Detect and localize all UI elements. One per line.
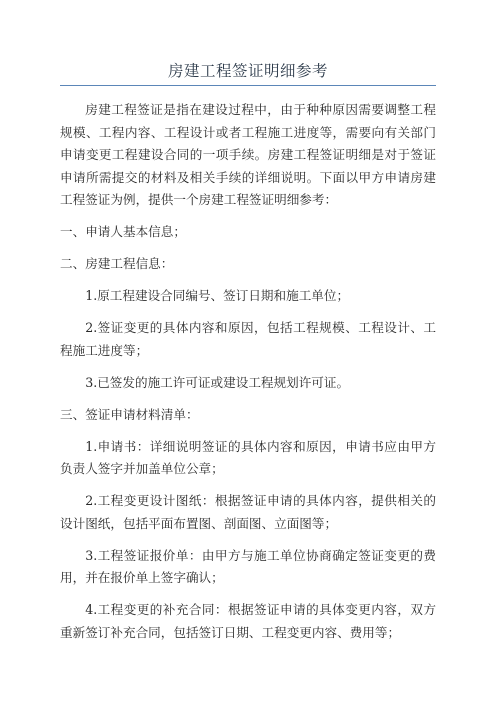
- list-item-materials-4: 4.工程变更的补充合同：根据签证申请的具体变更内容，双方重新签订补充合同，包括签订日期、工程变更内容、费用等；: [60, 602, 436, 640]
- section-heading-applicant-info: 一、申请人基本信息；: [60, 224, 186, 239]
- section-heading-project-info: 二、房建工程信息：: [60, 256, 174, 271]
- list-item-project-info-1: 1.原工程建设合同编号、签订日期和施工单位；: [85, 288, 350, 303]
- list-item-project-info-3: 3.已签发的施工许可证或建设工程规划许可证。: [85, 374, 350, 390]
- list-item-materials-1: 1.申请书：详细说明签证的具体内容和原因，申请书应由甲方负责人签字并加盖单位公章；: [60, 438, 436, 476]
- title-underline: [60, 85, 436, 86]
- intro-paragraph: 房建工程签证是指在建设过程中，由于种种原因需要调整工程规模、工程内容、工程设计或者工程施工进度等，需要向有关部门申请变更工程建设合同的一项手续。房建工程签证明细是对于签证申请所需提交的材料及相关手续的详细说明。下面以甲方申请房建工程签证为例，提供一个房建工程签证明细参考：: [60, 102, 436, 207]
- document-body: [60, 99, 436, 644]
- document-title: 房建工程签证明细参考: [167, 62, 328, 80]
- list-item-materials-2: 2.工程变更设计图纸：根据签证申请的具体内容，提供相关的设计图纸，包括平面布置图、剖面图、立面图等；: [60, 493, 436, 531]
- list-item-project-info-2: 2.签证变更的具体内容和原因，包括工程规模、工程设计、工程施工进度等；: [60, 320, 436, 358]
- section-heading-materials-list: 三、签证申请材料清单：: [60, 406, 199, 422]
- list-item-materials-3: 3.工程签证报价单：由甲方与施工单位协商确定签证变更的费用，并在报价单上签字确认；: [60, 547, 436, 585]
